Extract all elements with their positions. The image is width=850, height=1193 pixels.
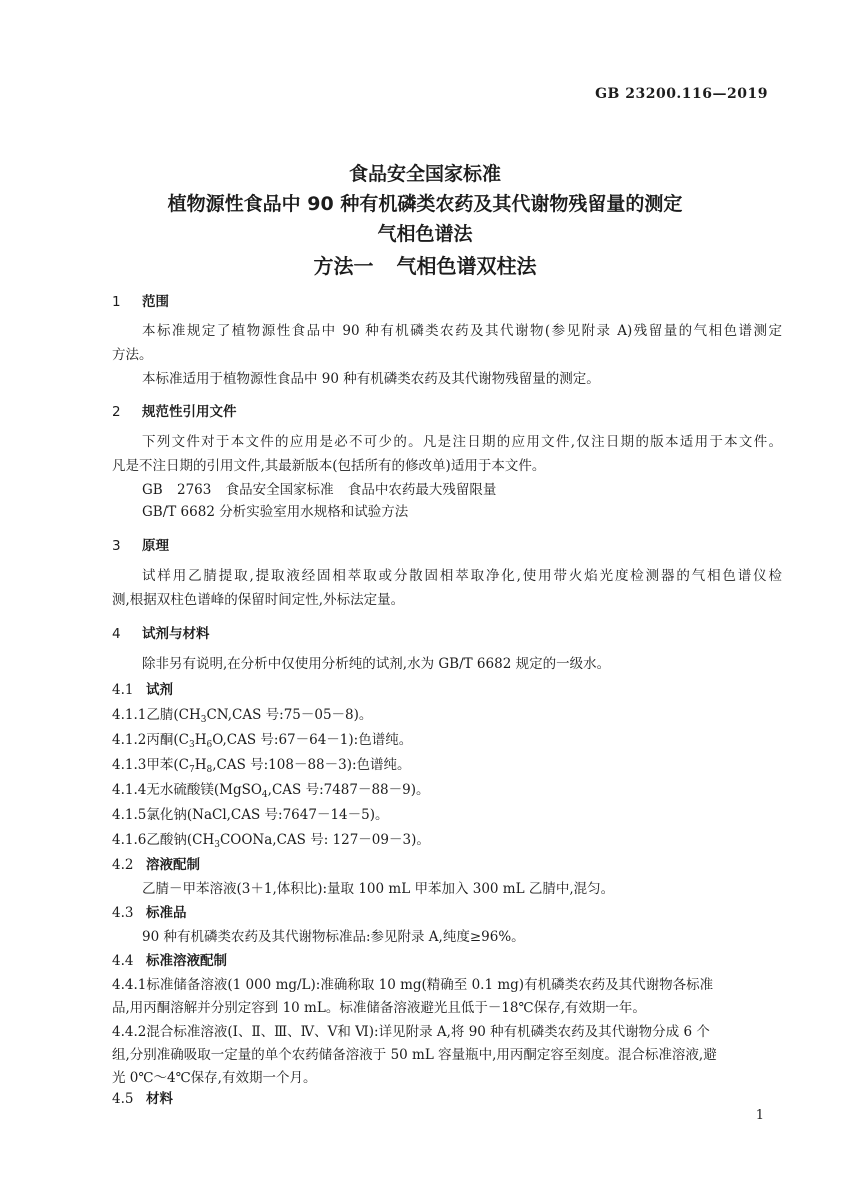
section-3-para-1: 试样用乙腈提取,提取液经固相萃取或分散固相萃取净化,使用带火焰光度检测器的气相色谱仪检 bbox=[142, 568, 782, 584]
reagent-4-1-5: 4.1.5氯化钠(NaCl,CAS 号:7647－14－5)。 bbox=[112, 807, 389, 823]
section-4-1-heading: 4.1 试剂 bbox=[112, 682, 173, 698]
title-line-1: 食品安全国家标准 bbox=[348, 163, 501, 185]
title-line-2: 植物源性食品中 90 种有机磷类农药及其代谢物残留量的测定 bbox=[167, 193, 683, 215]
section-4-4-2-line-2: 组,分别准确吸取一定量的单个农药储备溶液于 50 mL 容量瓶中,用丙酮定容至刻度。混合标准溶液,避 bbox=[112, 1047, 717, 1063]
section-2-para-1-cont: 凡是不注日期的引用文件,其最新版本(包括所有的修改单)适用于本文件。 bbox=[112, 458, 546, 474]
section-4-4-1-line-2: 品,用丙酮溶解并分别定容到 10 mL。标准储备溶液避光且低于－18℃保存,有效期一年。 bbox=[112, 1000, 646, 1016]
section-4-4-2-line-3: 光 0℃～4℃保存,有效期一个月。 bbox=[112, 1070, 317, 1086]
reagent-4-1-1: 4.1.1乙腈($CH_3CN,CAS$ 号:75－05－8)。 bbox=[112, 707, 373, 725]
section-3-para-1-cont: 测,根据双柱色谱峰的保留时间定性,外标法定量。 bbox=[112, 592, 405, 608]
title-line-3: 气相色谱法 bbox=[377, 223, 473, 245]
page-number: 1 bbox=[755, 1108, 764, 1123]
reference-gb-2763: GB 2763 食品安全国家标准 食品中农药最大残留限量 bbox=[142, 482, 497, 498]
section-1-para-1-cont: 方法。 bbox=[112, 347, 153, 363]
section-3-heading: 3 原理 bbox=[112, 538, 169, 554]
title-line-4: 方法一 气相色谱双柱法 bbox=[313, 254, 537, 278]
section-4-4-2-line-1: 4.4.2混合标准溶液(Ⅰ、Ⅱ、Ⅲ、Ⅳ、Ⅴ和 Ⅵ):详见附录 A,将 90 种有机磷类农药及其代谢物分成 6 个 bbox=[112, 1024, 710, 1040]
section-2-para-1: 下列文件对于本文件的应用是必不可少的。凡是注日期的应用文件,仅注日期的版本适用于本文件。 bbox=[142, 434, 782, 450]
reference-gb-t-6682: GB/T 6682 分析实验室用水规格和试验方法 bbox=[142, 504, 409, 520]
section-1-para-1: 本标准规定了植物源性食品中 90 种有机磷类农药及其代谢物(参见附录 A)残留量的气相色谱测定 bbox=[142, 323, 782, 339]
reagent-4-1-2: 4.1.2丙酮($C_3H_6O,CAS$ 号:67－64－1):色谱纯。 bbox=[112, 732, 413, 750]
section-4-5-heading: 4.5 材料 bbox=[112, 1091, 173, 1107]
section-1-para-2: 本标准适用于植物源性食品中 90 种有机磷类农药及其代谢物残留量的测定。 bbox=[142, 371, 600, 387]
reagent-4-1-4: 4.1.4无水硫酸镁(MgSO$_4$,CAS 号:7487－88－9)。 bbox=[112, 782, 430, 800]
reagent-4-1-6: 4.1.6乙酸钠($CH_3COONa,CAS$ 号: 127－09－3)。 bbox=[112, 832, 430, 850]
section-2-heading: 2 规范性引用文件 bbox=[112, 404, 237, 420]
section-4-3-para: 90 种有机磷类农药及其代谢物标准品:参见附录 A,纯度≥96%。 bbox=[142, 929, 525, 945]
section-4-2-para: 乙腈－甲苯溶液(3＋1,体积比):量取 100 mL 甲苯加入 300 mL 乙腈中,混匀。 bbox=[142, 881, 615, 897]
section-4-3-heading: 4.3 标准品 bbox=[112, 905, 187, 921]
standard-number: GB 23200.116—2019 bbox=[595, 86, 768, 102]
section-4-4-heading: 4.4 标准溶液配制 bbox=[112, 953, 227, 969]
section-4-heading: 4 试剂与材料 bbox=[112, 626, 210, 642]
section-4-4-1-line-1: 4.4.1标准储备溶液(1 000 mg/L):准确称取 10 mg(精确至 0.1 mg)有机磷类农药及其代谢物各标准 bbox=[112, 977, 714, 993]
section-4-2-heading: 4.2 溶液配制 bbox=[112, 857, 200, 873]
section-1-heading: 1 范围 bbox=[112, 294, 169, 310]
section-4-para-1: 除非另有说明,在分析中仅使用分析纯的试剂,水为 GB/T 6682 规定的一级水。 bbox=[142, 656, 611, 672]
reagent-4-1-3: 4.1.3甲苯($C_7H_8,CAS$ 号:108－88－3):色谱纯。 bbox=[112, 757, 411, 775]
